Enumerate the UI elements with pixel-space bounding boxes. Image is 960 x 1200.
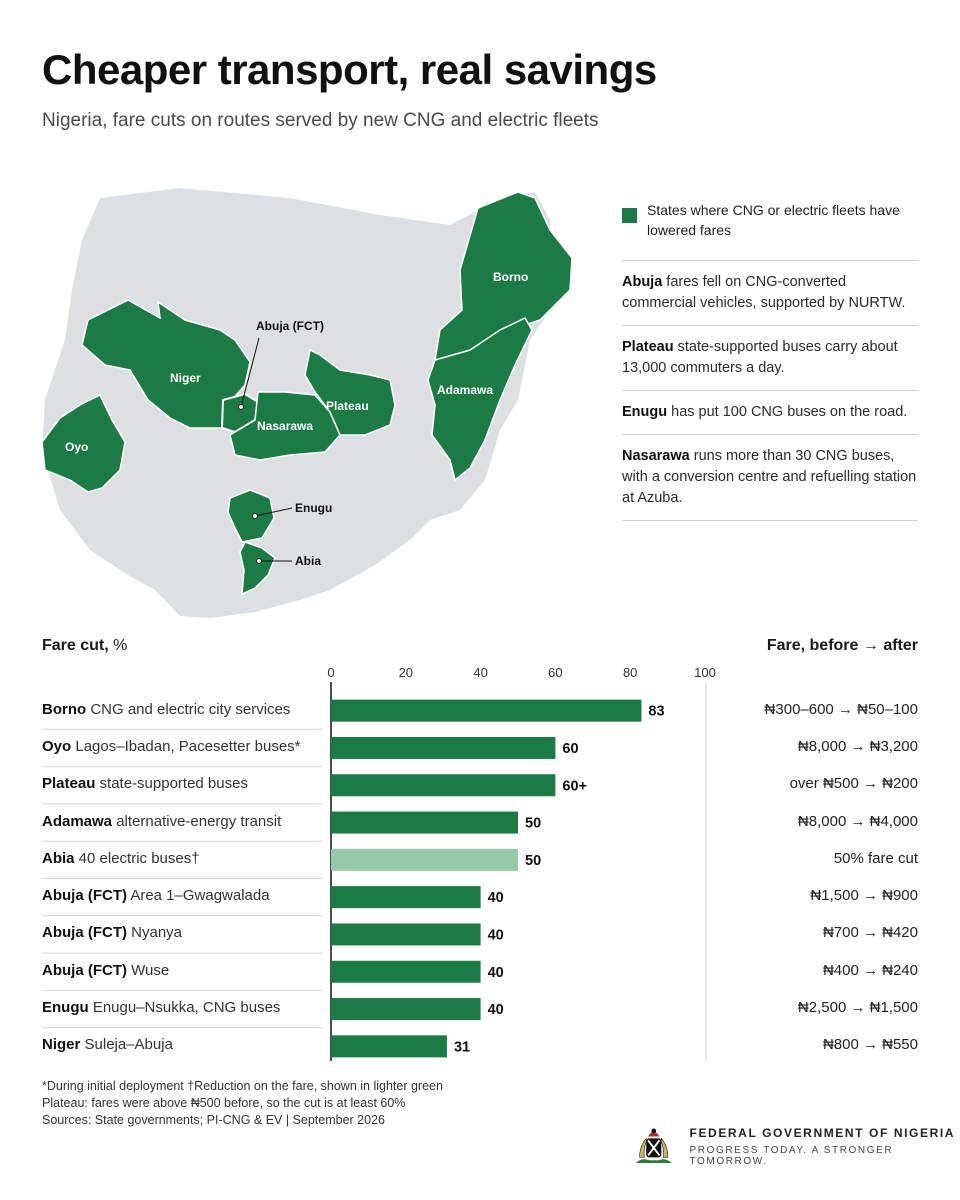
bar-value-label: 40 (487, 890, 504, 907)
note-text: fares fell on CNG-converted commercial vehicles, supported by NURTW. (622, 274, 906, 311)
bar-value-label: 60+ (562, 778, 588, 795)
map-label-enugu: Enugu (295, 501, 333, 515)
bar (331, 998, 481, 1020)
row-label (42, 999, 280, 1016)
fare-change: ₦8,000 → ₦3,200 (797, 737, 918, 755)
x-tick-label: 80 (622, 665, 638, 680)
bar (331, 923, 481, 945)
chart-header-bold: Fare cut, (42, 637, 109, 654)
bar (331, 849, 518, 871)
row-label (42, 738, 301, 755)
brand-name: FEDERAL GOVERNMENT OF NIGERIA (689, 1125, 956, 1140)
map-legend (622, 200, 918, 261)
note-nasarawa (622, 435, 918, 521)
row-state: Niger (42, 1036, 81, 1054)
row-route: Nyanya (126, 924, 183, 942)
bar (331, 737, 555, 759)
row-state: Abuja (FCT) (42, 924, 127, 942)
fare-change: ₦1,500 → ₦900 (810, 887, 918, 905)
note-text: runs more than 30 CNG buses, with a conversion centre and refuelling station at Azuba. (622, 448, 917, 506)
bar-value-label: 60 (562, 740, 579, 757)
fare-change: 50% fare cut (833, 849, 918, 867)
map-label-nasarawa: Nasarawa (257, 419, 314, 433)
bar (331, 886, 481, 908)
row-label (42, 887, 270, 904)
chart-header-left (42, 637, 127, 655)
footnote-2: Plateau: fares were above ₦500 before, so the cut is at least 60% (42, 1096, 406, 1110)
bar-value-label: 50 (525, 815, 542, 832)
map-label-niger: Niger (170, 371, 201, 385)
note-abuja (622, 261, 918, 326)
row-label (42, 962, 169, 979)
bar-value-label: 31 (453, 1039, 471, 1056)
row-route: Suleja–Abuja (80, 1036, 173, 1054)
map-label-plateau: Plateau (326, 399, 369, 413)
bar (331, 700, 641, 722)
map-label-abuja: Abuja (FCT) (256, 319, 324, 333)
fare-change: ₦300–600 → ₦50–100 (764, 700, 918, 718)
fare-change: over ₦500 → ₦200 (789, 775, 918, 793)
row-route: Enugu–Nsukka, CNG buses (88, 999, 281, 1017)
row-label (42, 775, 248, 792)
map-marker-enugu (253, 514, 258, 519)
fare-change: ₦2,500 → ₦1,500 (797, 999, 918, 1017)
fare-change: ₦400 → ₦240 (822, 961, 918, 979)
row-route: 40 electric buses† (74, 849, 200, 867)
row-label (42, 701, 290, 718)
row-state: Borno (42, 700, 87, 718)
legend-text: States where CNG or electric fleets have lowered fares (647, 202, 900, 238)
x-tick-label: 0 (327, 665, 335, 680)
note-text: has put 100 CNG buses on the road. (667, 404, 908, 420)
note-state: Enugu (622, 404, 668, 420)
row-state: Plateau (42, 775, 96, 793)
info-panel (622, 200, 918, 521)
row-route: Area 1–Gwagwalada (126, 887, 270, 905)
map-label-borno: Borno (493, 270, 529, 284)
coat-of-arms-icon (632, 1124, 676, 1168)
chart-header-right: Fare, before → after (766, 637, 918, 654)
map-label-oyo: Oyo (65, 440, 89, 454)
bar (331, 1035, 447, 1057)
brand-motto: PROGRESS TODAY. A STRONGER TOMORROW. (689, 1144, 894, 1167)
row-label (42, 1036, 173, 1053)
row-state: Oyo (42, 737, 72, 755)
chart-header-unit: % (108, 637, 128, 654)
note-state: Nasarawa (622, 448, 690, 464)
row-route: Wuse (126, 961, 170, 979)
bar (331, 812, 518, 834)
row-state: Abia (42, 849, 75, 867)
row-state: Enugu (42, 999, 89, 1017)
row-route: alternative-energy transit (112, 812, 282, 830)
map-label-abia: Abia (295, 554, 322, 568)
row-route: Lagos–Ibadan, Pacesetter buses* (71, 737, 301, 755)
note-text: state-supported buses carry about 13,000 commuters a day. (622, 339, 898, 376)
brand-block (632, 1124, 960, 1168)
footnotes (42, 1078, 443, 1129)
note-state: Abuja (622, 274, 663, 290)
page-subtitle: Nigeria, fare cuts on routes served by new CNG and electric fleets (42, 110, 599, 131)
note-state: Plateau (622, 339, 674, 355)
map-marker-abia (257, 559, 262, 564)
map-marker-abuja (239, 405, 244, 410)
nigeria-map (30, 180, 590, 630)
bar-value-label: 40 (487, 964, 504, 981)
fare-change: ₦700 → ₦420 (822, 924, 918, 942)
row-state: Abuja (FCT) (42, 961, 127, 979)
fare-change: ₦800 → ₦550 (822, 1036, 918, 1054)
row-state: Abuja (FCT) (42, 887, 127, 905)
footnote-3: Sources: State governments; PI-CNG & EV | September 2026 (42, 1113, 385, 1127)
map-label-adamawa: Adamawa (437, 383, 494, 397)
note-enugu (622, 391, 918, 435)
x-tick-label: 20 (398, 665, 414, 680)
row-route: state-supported buses (95, 775, 248, 793)
bar (331, 774, 555, 796)
legend-swatch (622, 208, 637, 223)
bar (331, 961, 481, 983)
row-label (42, 850, 200, 867)
x-tick-label: 40 (473, 665, 488, 680)
bar-value-label: 40 (487, 1002, 504, 1019)
bar-value-label: 83 (648, 703, 665, 720)
note-plateau (622, 326, 918, 391)
x-tick-label: 100 (694, 665, 716, 680)
bar-value-label: 40 (487, 927, 504, 944)
page-title: Cheaper transport, real savings (42, 46, 657, 93)
bar-value-label: 50 (525, 852, 542, 869)
footnote-1: *During initial deployment †Reduction on the fare, shown in lighter green (42, 1079, 443, 1093)
row-label (42, 813, 281, 830)
x-tick-label: 60 (548, 665, 563, 680)
row-route: CNG and electric city services (86, 700, 291, 718)
row-state: Adamawa (42, 812, 113, 830)
row-label (42, 924, 182, 941)
fare-change: ₦8,000 → ₦4,000 (797, 812, 918, 830)
